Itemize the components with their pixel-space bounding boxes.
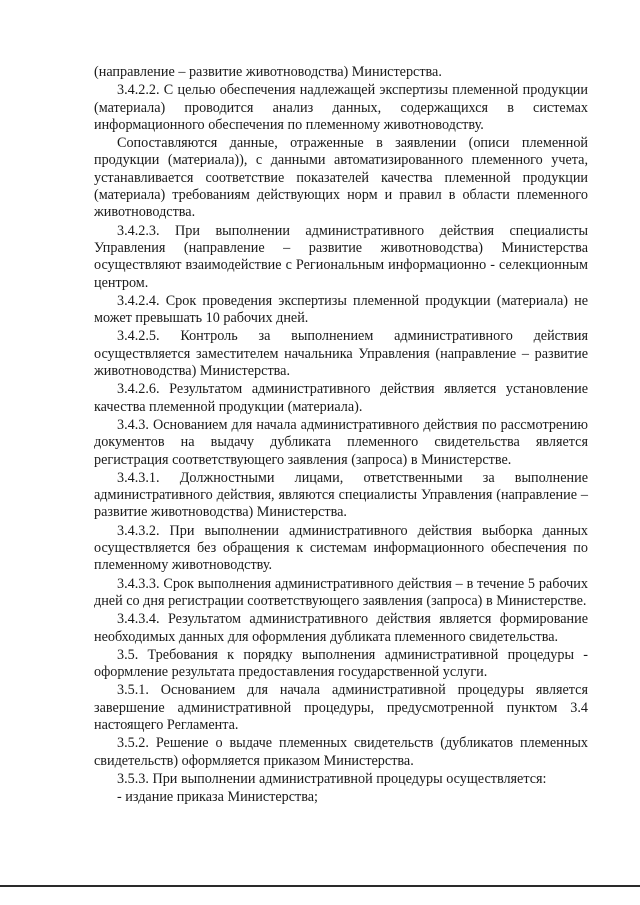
paragraph-3-4-3-4: 3.4.3.4. Результатом административного действия является формирование необходимых данных для оформления дубликата племенного свидетельства. — [94, 611, 588, 645]
paragraph-3-4-2-5: 3.4.2.5. Контроль за выполнением административного действия осуществляется заместителем начальника Управления (направление – развитие животноводства) Министерства. — [94, 328, 588, 380]
paragraph-3-4-3: 3.4.3. Основанием для начала административного действия по рассмотрению документов на выдачу дубликата племенного свидетельства является регистрация соответствующего заявления (запроса) в Министерстве. — [94, 416, 588, 468]
paragraph-comparison: Сопоставляются данные, отраженные в заявлении (описи племенной продукции (материала)), с данными автоматизированного племенного учета, устанавливается соответствие показателей качества племенной продукции (материала) требованиям действующих норм и правил в области племенного животноводства. — [94, 135, 588, 221]
paragraph-3-4-3-1: 3.4.3.1. Должностными лицами, ответственными за выполнение административного действия, являются специалисты Управления (направление – развитие животноводства) Министерства. — [94, 469, 588, 521]
paragraph-3-4-3-2: 3.4.3.2. При выполнении административного действия выборка данных осуществляется без обращения к системам информационного обеспечения по племенному животноводству. — [94, 522, 588, 574]
paragraph-3-5-3: 3.5.3. При выполнении административной процедуры осуществляется: — [117, 770, 547, 787]
list-item-order: - издание приказа Министерства; — [117, 789, 318, 806]
page-bottom-rule — [0, 885, 640, 887]
paragraph-3-4-2-4: 3.4.2.4. Срок проведения экспертизы племенной продукции (материала) не может превышать 10 рабочих дней. — [94, 292, 588, 327]
paragraph-3-4-2-6: 3.4.2.6. Результатом административного действия является установление качества племенной продукции (материала). — [94, 381, 588, 415]
paragraph-3-5: 3.5. Требования к порядку выполнения административной процедуры - оформление результата предоставления государственной услуги. — [94, 646, 588, 681]
paragraph-3-5-1: 3.5.1. Основанием для начала административной процедуры является завершение административной процедуры, предусмотренной пунктом 3.4 настоящего Регламента. — [94, 682, 588, 733]
paragraph-3-4-2-2: 3.4.2.2. С целью обеспечения надлежащей экспертизы племенной продукции (материала) проводится анализ данных, содержащихся в системах информационного обеспечения по племенному животноводству. — [94, 82, 588, 133]
paragraph-continuation: (направление – развитие животноводства) Министерства. — [94, 64, 442, 80]
paragraph-3-4-3-3: 3.4.3.3. Срок выполнения административного действия – в течение 5 рабочих дней со дня регистрации соответствующего заявления (запроса) в Министерстве. — [94, 575, 588, 609]
document-page — [94, 64, 588, 807]
paragraph-3-4-2-3: 3.4.2.3. При выполнении административного действия специалисты Управления (направление – развитие животноводства) Министерства осуществляют взаимодействие с Региональным информационно - селекционным центром. — [94, 222, 588, 291]
paragraph-3-5-2: 3.5.2. Решение о выдаче племенных свидетельств (дубликатов племенных свидетельств) оформляется приказом Министерства. — [94, 735, 588, 769]
